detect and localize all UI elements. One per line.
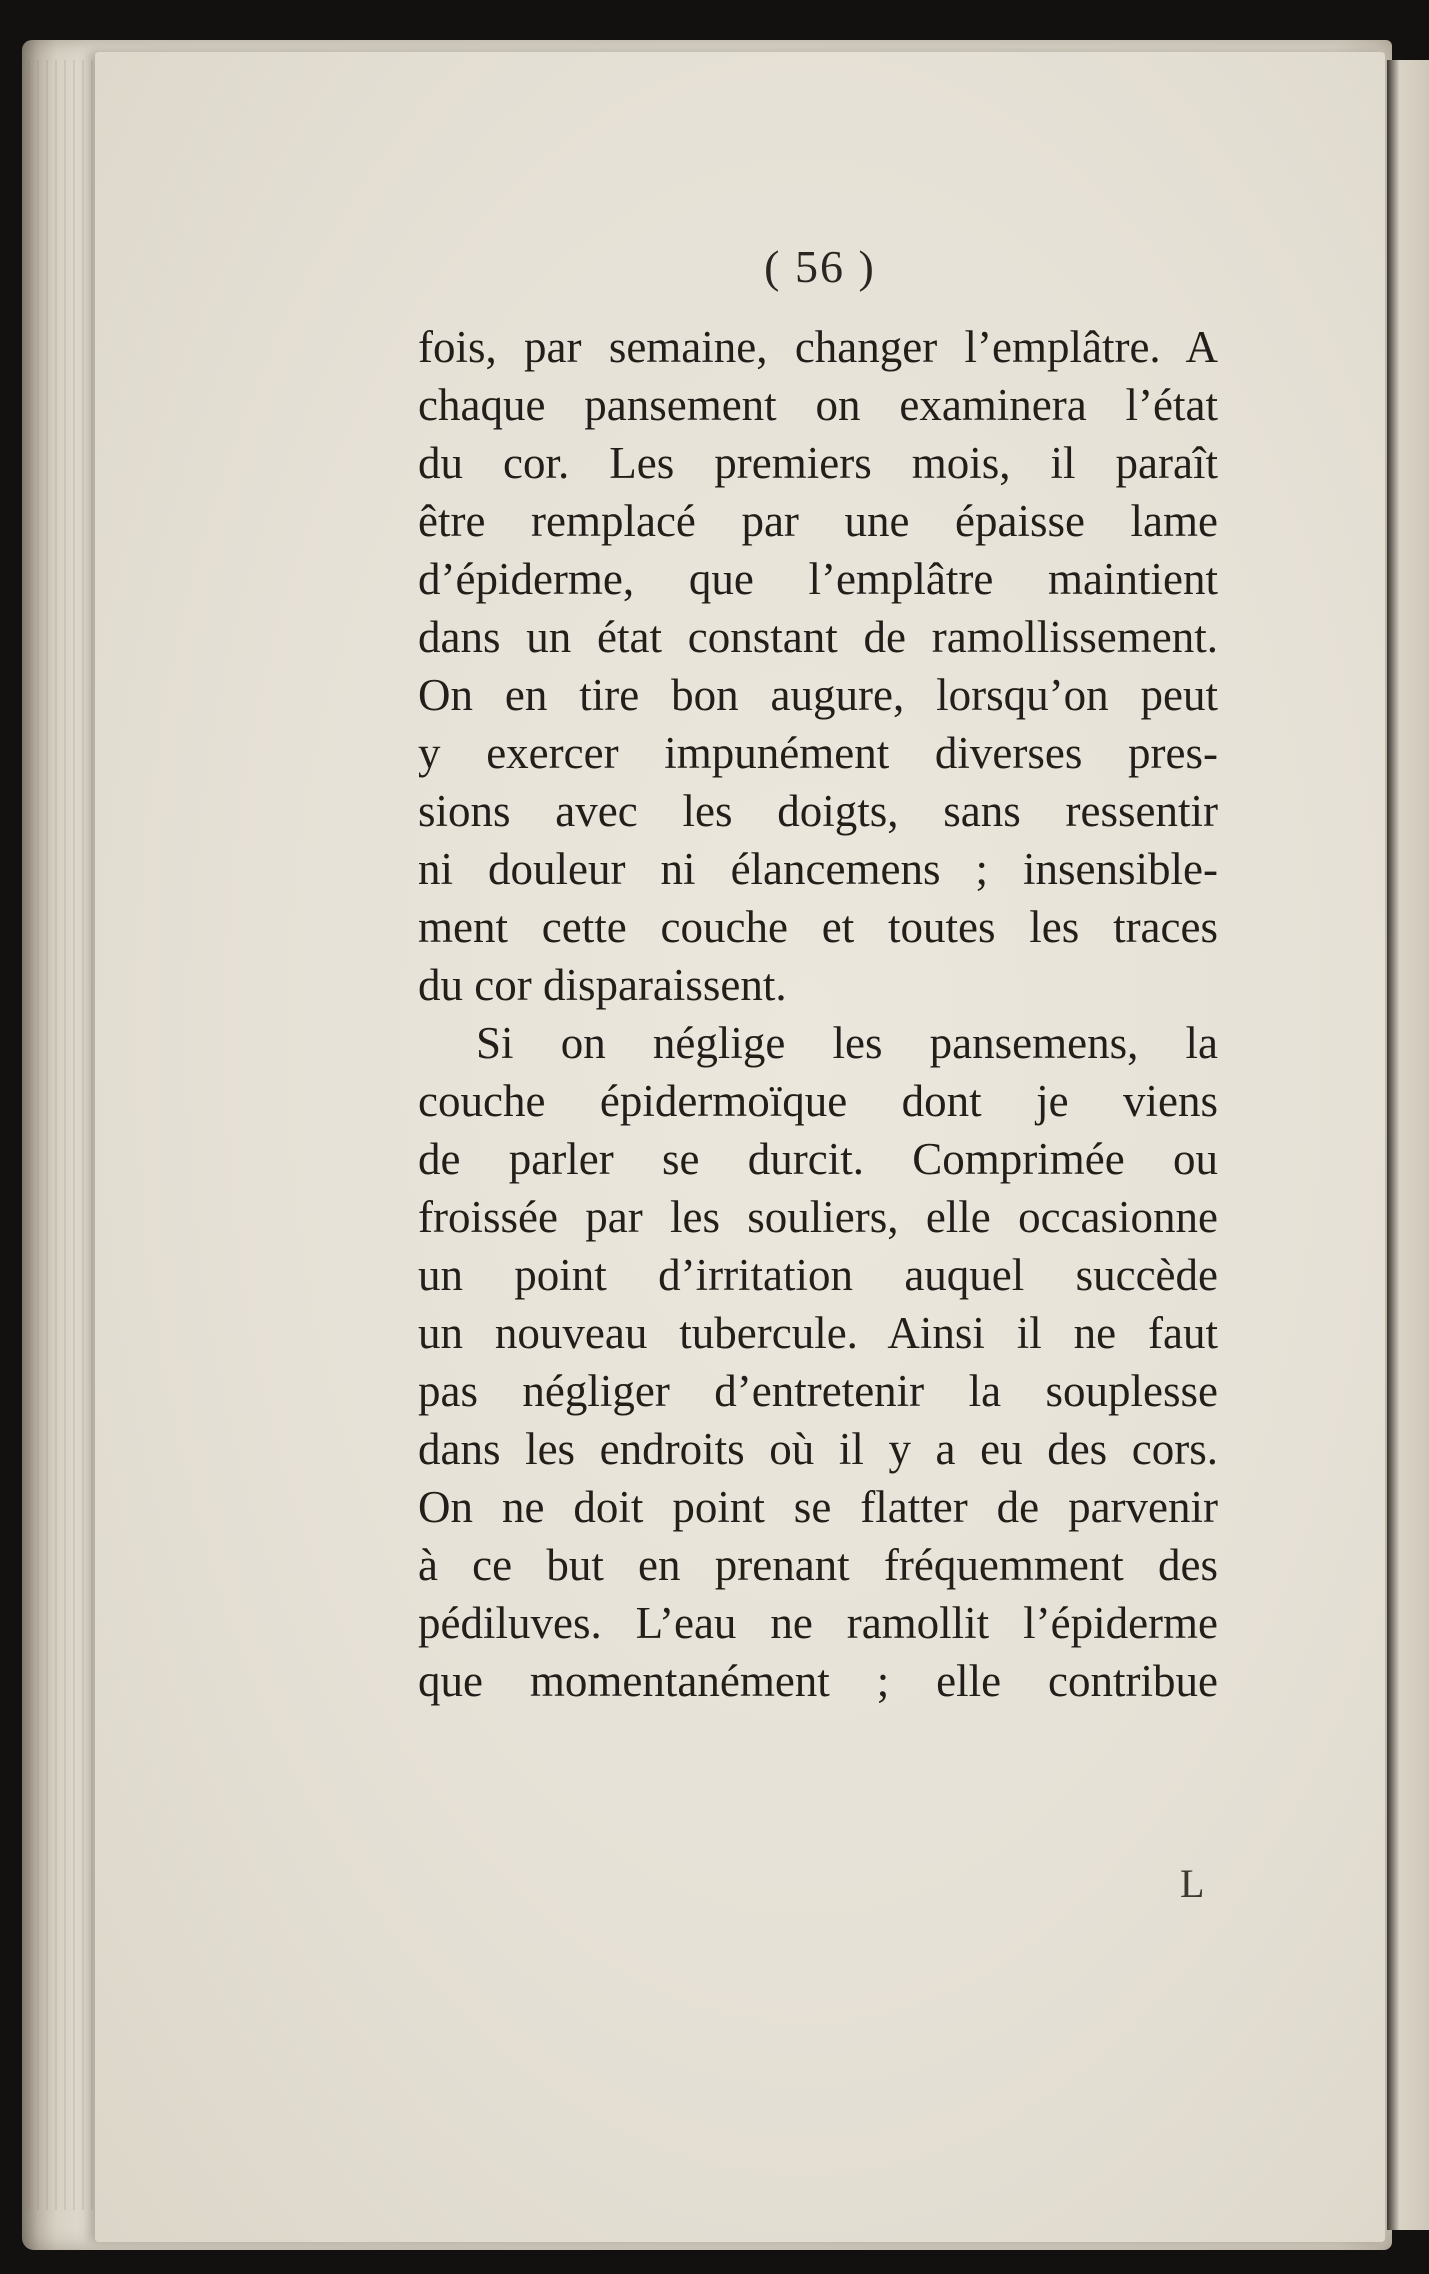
facing-page-edge [1387, 60, 1429, 2230]
text-line: du cor disparaissent. [418, 960, 787, 1010]
text-line: être remplacé par une épaisse lame [418, 496, 1218, 546]
text-line: du cor. Les premiers mois, il paraît [418, 438, 1218, 488]
text-line: à ce but en prenant fréquemment des [418, 1540, 1218, 1590]
text-line: Si on néglige les pansemens, la [476, 1018, 1218, 1068]
text-line: pas négliger d’entretenir la souplesse [418, 1366, 1218, 1416]
text-line: y exercer impunément diverses pres- [418, 728, 1218, 778]
text-line: que momentanément ; elle contribue [418, 1656, 1218, 1706]
text-line: chaque pansement on examinera l’état [418, 380, 1218, 430]
text-line: froissée par les souliers, elle occasionne [418, 1192, 1218, 1242]
text-line: pédiluves. L’eau ne ramollit l’épiderme [418, 1598, 1218, 1648]
text-line: On en tire bon augure, lorsqu’on peut [418, 670, 1218, 720]
text-line: de parler se durcit. Comprimée ou [418, 1134, 1218, 1184]
text-line: un point d’irritation auquel succède [418, 1250, 1218, 1300]
text-line: dans un état constant de ramollissement. [418, 612, 1218, 662]
text-line: un nouveau tubercule. Ainsi il ne faut [418, 1308, 1218, 1358]
text-line: ni douleur ni élancemens ; insensible- [418, 844, 1218, 894]
body-text [418, 318, 1218, 1710]
text-line: couche épidermoïque dont je viens [418, 1076, 1218, 1126]
text-line: dans les endroits où il y a eu des cors. [418, 1424, 1218, 1474]
page-number: ( 56 ) [764, 241, 876, 292]
text-line: d’épiderme, que l’emplâtre maintient [418, 554, 1218, 604]
text-line: ment cette couche et toutes les traces [418, 902, 1218, 952]
text-line: fois, par semaine, changer l’emplâtre. A [418, 322, 1218, 372]
text-line: sions avec les doigts, sans ressentir [418, 786, 1218, 836]
text-line: On ne doit point se flatter de parvenir [418, 1482, 1218, 1532]
catchword: L [1180, 1861, 1205, 1906]
